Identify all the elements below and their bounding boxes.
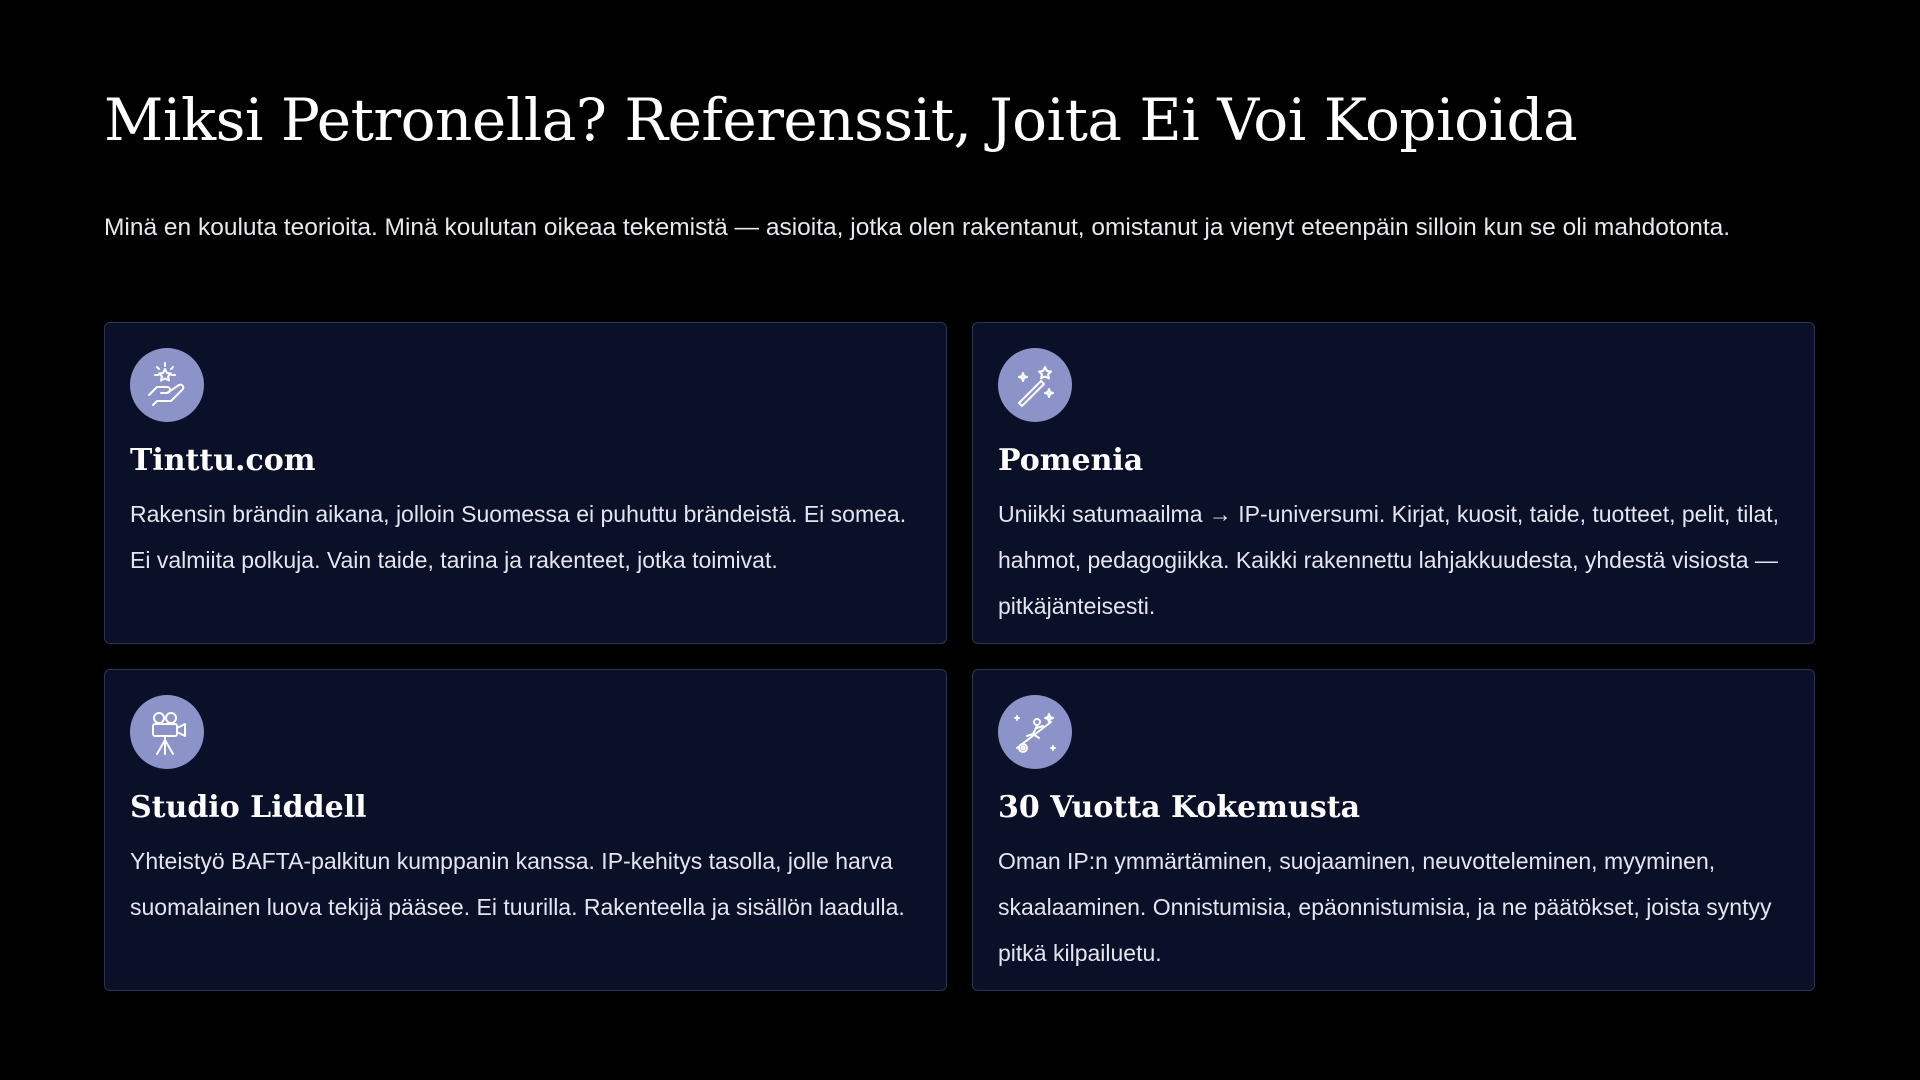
magic-wand-icon [998, 348, 1072, 422]
card-30-vuotta [972, 669, 1815, 991]
climbing-growth-icon [998, 695, 1072, 769]
card-body: Yhteistyö BAFTA-palkitun kumppanin kanssa. IP-kehitys tasolla, jolle harva suomalainen luova tekijä pääsee. Ei tuurilla. Rakenteella ja sisällön laadulla. [130, 848, 905, 920]
card-tinttu [104, 322, 947, 644]
card-pomenia [972, 322, 1815, 644]
card-body: Uniikki satumaailma → IP-universumi. Kirjat, kuosit, taide, tuotteet, pelit, tilat, hahmot, pedagogiikka. Kaikki rakennettu lahjakkuudesta, yhdestä visiosta — pitkäjänteisesti. [998, 501, 1780, 619]
card-studio-liddell [104, 669, 947, 991]
page-subtitle: Minä en kouluta teorioita. Minä koulutan oikeaa tekemistä — asioita, jotka olen rakentanut, omistanut ja vienyt eteenpäin silloin kun se oli mahdotonta. [104, 214, 1731, 241]
film-camera-icon [130, 695, 204, 769]
hand-star-icon [130, 348, 204, 422]
card-body: Rakensin brändin aikana, jolloin Suomessa ei puhuttu brändeistä. Ei somea. Ei valmiita polkuja. Vain taide, tarina ja rakenteet, jotka toimivat. [130, 501, 907, 573]
card-title: 30 Vuotta Kokemusta [998, 790, 1361, 825]
page-title: Miksi Petronella? Referenssit, Joita Ei Voi Kopioida [104, 86, 1578, 154]
card-body: Oman IP:n ymmärtäminen, suojaaminen, neuvotteleminen, myyminen, skaalaaminen. Onnistumisia, epäonnistumisia, ja ne päätökset, joista syntyy pitkä kilpailuetu. [998, 848, 1772, 966]
card-title: Pomenia [998, 443, 1144, 478]
card-title: Studio Liddell [130, 790, 367, 825]
card-title: Tinttu.com [130, 443, 316, 478]
